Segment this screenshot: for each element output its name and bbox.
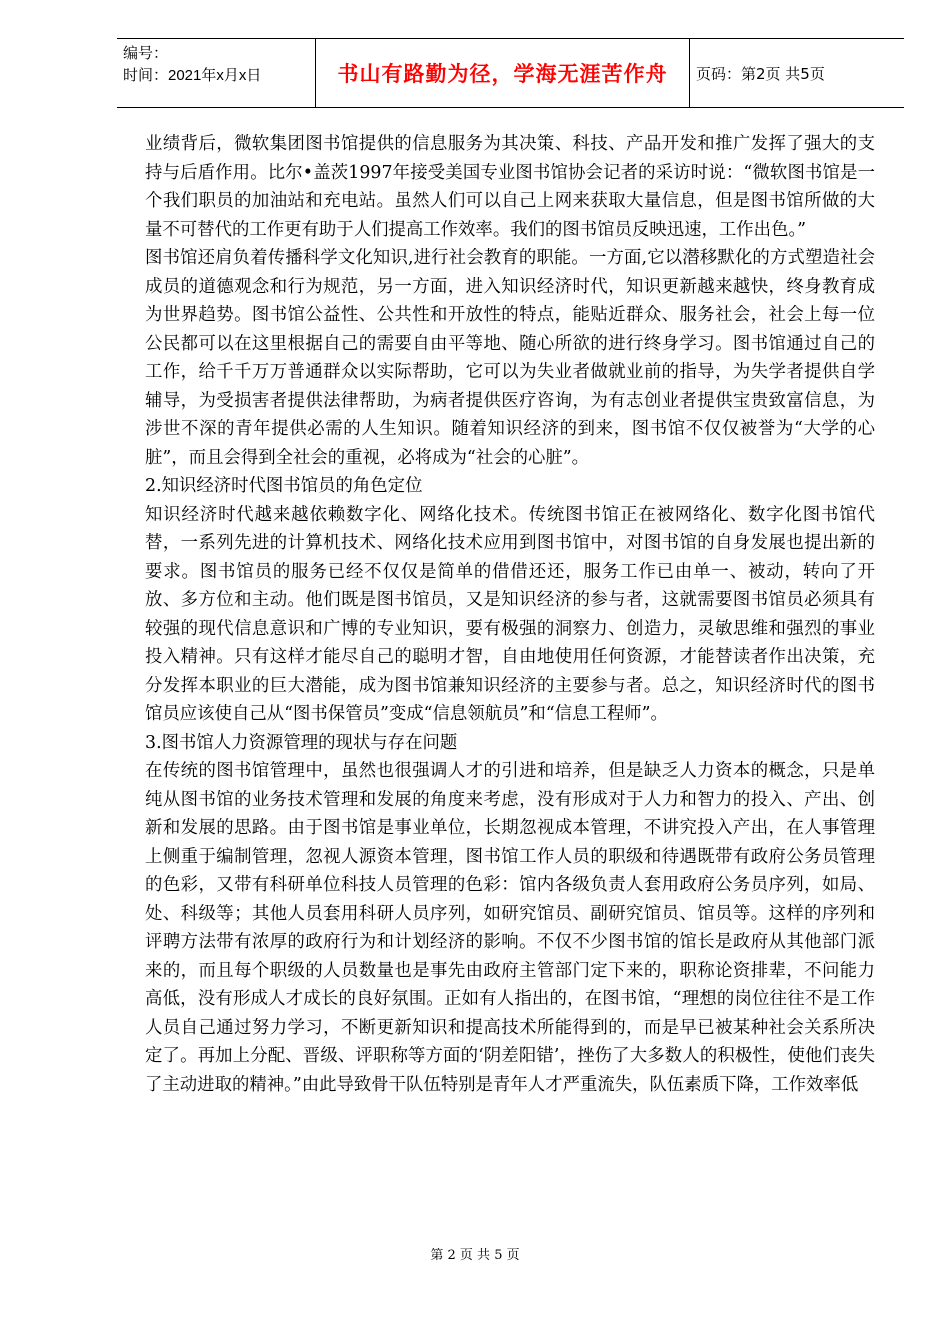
body-paragraph: 图书馆还肩负着传播科学文化知识,进行社会教育的职能。一方面,它以潜移默化的方式塑造社会成员的道德观念和行为规范，另一方面，进入知识经济时代，知识更新越来越快，终身教育成为世界趋势。图书馆公益性、公共性和开放性的特点，能贴近群众、服务社会，社会上每一位公民都可以在这里根据自己的需要自由平等地、随心所欲的进行终身学习。图书馆通过自己的工作，给千千万万普通群众以实际帮助，它可以为失业者做就业前的指导，为失学者提供自学辅导，为受损害者提供法律帮助，为病者提供医疗咨询，为有志创业者提供宝贵致富信息，为涉世不深的青年提供必需的人生知识。随着知识经济的到来，图书馆不仅仅被誉为“大学的心脏”，而且会得到全社会的重视，必将成为“社会的心脏”。 xyxy=(145,248,875,468)
document-time-label: 时间：2021年x月x日 xyxy=(123,67,262,84)
header-meta-cell xyxy=(117,39,316,107)
header-motto: 书山有路勤为径，学海无涯苦作舟 xyxy=(316,39,690,107)
document-body xyxy=(145,130,875,1099)
header-page-label: 页码：第2页 共5页 xyxy=(696,64,825,83)
page-header xyxy=(117,38,904,108)
section-heading: 3.图书馆人力资源管理的现状与存在问题 xyxy=(145,732,458,753)
document-number-label: 编号： xyxy=(123,45,169,62)
page-footer: 第 2 页 共 5 页 xyxy=(430,1248,520,1263)
body-paragraph: 业绩背后，微软集团图书馆提供的信息服务为其决策、科技、产品开发和推广发挥了强大的支持与后盾作用。比尔•盖茨1997年接受美国专业图书馆协会记者的采访时说：“微软图书馆是一个我们职员的加油站和充电站。虽然人们可以自己上网来获取大量信息，但是图书馆所做的大量不可替代的工作更有助于人们提高工作效率。我们的图书馆员反映迅速，工作出色。” xyxy=(145,134,875,240)
body-paragraph: 在传统的图书馆管理中，虽然也很强调人才的引进和培养，但是缺乏人力资本的概念，只是单纯从图书馆的业务技术管理和发展的角度来考虑，没有形成对于人力和智力的投入、产出、创新和发展的思路。由于图书馆是事业单位，长期忽视成本管理，不讲究投入产出，在人事管理上侧重于编制管理，忽视人源资本管理，图书馆工作人员的职级和待遇既带有政府公务员管理的色彩，又带有科研单位科技人员管理的色彩：馆内各级负责人套用政府公务员序列，如局、处、科级等；其他人员套用科研人员序列，如研究馆员、副研究馆员、馆员等。这样的序列和评聘方法带有浓厚的政府行为和计划经济的影响。不仅不少图书馆的馆长是政府从其他部门派来的，而且每个职级的人员数量也是事先由政府主管部门定下来的，职称论资排辈，不问能力高低，没有形成人才成长的良好氛围。正如有人指出的，在图书馆，“理想的岗位往往不是工作人员自己通过努力学习，不断更新知识和提高技术所能得到的，而是早已被某种社会关系所决定了。再加上分配、晋级、评职称等方面的‘阴差阳错’，挫伤了大多数人的积极性，使他们丧失了主动进取的精神。”由此导致骨干队伍特别是青年人才严重流失，队伍素质下降，工作效率低 xyxy=(145,761,875,1095)
section-heading: 2.知识经济时代图书馆员的角色定位 xyxy=(145,476,423,496)
body-paragraph: 知识经济时代越来越依赖数字化、网络化技术。传统图书馆正在被网络化、数字化图书馆代替，一系列先进的计算机技术、网络化技术应用到图书馆中，对图书馆的自身发展也提出新的要求。图书馆员的服务已经不仅仅是简单的借借还还，服务工作已由单一、被动，转向了开放、多方位和主动。他们既是图书馆员，又是知识经济的参与者，这就需要图书馆员必须具有较强的现代信息意识和广博的专业知识，要有极强的洞察力、创造力，灵敏思维和强烈的事业投入精神。只有这样才能尽自己的聪明才智，自由地使用任何资源，才能替读者作出决策，充分发挥本职业的巨大潜能，成为图书馆兼知识经济的主要参与者。总之，知识经济时代的图书馆员应该使自己从“图书保管员”变成“信息领航员”和“信息工程师”。 xyxy=(145,504,875,724)
